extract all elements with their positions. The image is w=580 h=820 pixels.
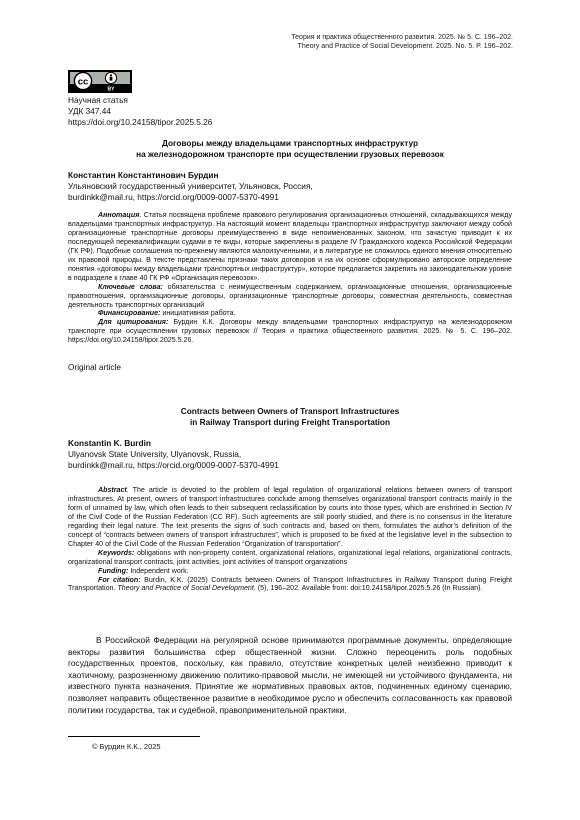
abstract-text-ru: . Статья посвящена проблеме правового регулирования организационных отношений, складывающихся между владельцами транспортных инфраструктур. На настоящий момент владельцы транспортных инфраструктур заключают между собой организационные транспортные договоры преимущественно в виде непоименованных законом, что зачастую приводит к их последующей переквалификации судами в те виды, которые закреплены в разделе IV Гражданского кодекса Российской Федерации (ГК РФ). Подобные соглашения по-прежнему являются малоизученными, и в литературе не сложилось единого мнения относительно их правовой природы. В тексте представлены признаки таких договоров и на их основе сформулировано авторское определение понятия «договоры между владельцами транспортных инфраструктур», которое предлагается закрепить на законодательном уровне в подразделе к главе 40 ГК РФ «Организация перевозок». [68, 211, 512, 282]
contact-en[interactable]: burdinkk@mail.ru, https://orcid.org/0009-0007-5370-4991 [68, 460, 279, 470]
citation-text-ru: Бурдин К.К. Договоры между владельцами транспортных инфраструктур на железнодорожном транспорте при осуществлении грузовых перевозок // Теория и практика общественного развития. 2025. № 5. С. 196–202. https://doi.org/10.24158/tipor.2025.5.26. [68, 318, 513, 345]
article-meta-ru [68, 95, 212, 128]
footnote-divider [68, 736, 200, 737]
by-label: BY [107, 86, 115, 92]
abstract-label-ru: Аннотация [98, 211, 140, 219]
abstract-block-en [68, 486, 512, 593]
title-ru-line1: Договоры между владельцами транспортных инфраструктур [161, 138, 419, 148]
affiliation-ru: Ульяновский государственный университет, Ульяновск, Россия, [68, 181, 313, 191]
article-type-en: Original article [68, 362, 122, 372]
citation-text-en-b: . (5), 196–202. Available from: doi:10.24158/tipor.2025.5.26 (In Russian). [253, 584, 483, 593]
citation-text-en-a: Burdin, K.K. (2025) Contracts between Owners of Transport Infrastructures in Railway Transport during Freight Transportation. [68, 575, 512, 593]
citation-ru [68, 318, 512, 345]
abstract-block-ru [68, 211, 512, 345]
udc-code: УДК 347.44 [68, 106, 112, 116]
author-name-ru: Константин Константинович Бурдин [68, 170, 219, 180]
funding-label-ru: Финансирование: [98, 309, 161, 318]
contact-ru[interactable]: burdinkk@mail.ru, https://orcid.org/0009-0007-5370-4991 [68, 192, 279, 202]
body-text [68, 635, 512, 716]
title-en-line2: in Railway Transport during Freight Transportation [189, 417, 391, 427]
journal-header [291, 33, 513, 51]
keywords-text-en: obligations with non-property content, organizational relations, organizational legal relations, organizational contracts, organizational transport contracts, joint activities, joint activities of transport organizations [68, 548, 512, 566]
funding-ru [68, 309, 512, 318]
citation-en [68, 576, 512, 594]
cc-by-license-badge[interactable] [68, 70, 132, 93]
keywords-label-en: Keywords: [98, 548, 135, 557]
keywords-label-ru: Ключевые слова: [98, 282, 163, 291]
abstract-ru [68, 211, 512, 283]
author-block-en [68, 438, 279, 471]
title-ru-line2: на железнодорожном транспорте при осуществлении грузовых перевозок [136, 149, 444, 159]
funding-en [68, 567, 512, 576]
journal-header-en: Theory and Practice of Social Development. 2025. No. 5. P. 196–202. [297, 43, 513, 50]
title-en [68, 406, 512, 428]
journal-header-ru: Теория и практика общественного развития. 2025. № 5. С. 196–202. [291, 34, 513, 41]
citation-label-en: For citation: [98, 575, 141, 584]
cc-by-icon [69, 71, 131, 92]
keywords-en [68, 549, 512, 567]
doi-link[interactable]: https://doi.org/10.24158/tipor.2025.5.26 [68, 117, 213, 127]
author-block-ru [68, 170, 313, 203]
title-en-line1: Contracts between Owners of Transport Infrastructures [180, 406, 400, 416]
body-paragraph: В Российской Федерации на регулярной основе принимаются программные документы, определяющие векторы развития большинства сфер общественной жизни. Сложно переоценить роль подобных государственных проектов, поскольку, как правило, отсутствие конкретных целей неизбежно приводит к хаотичному, разрозненному движению политико-правовой мысли, не имеющей ни устойчивого фундамента, ни известного пункта назначения. Принятие же нормативных правовых актов, подчиненных единому сценарию, позволяет направить общественное развитие в необходимое русло и обеспечить согласованность как правовой политики государства, так и судебной, правоприменительной практики. [68, 635, 512, 715]
funding-text-ru: инициативная работа. [160, 309, 236, 318]
abstract-label-en: Abstract [98, 486, 127, 494]
abstract-text-en: . The article is devoted to the problem of legal regulation of organizational relations between owners of transport infrastructures. At present, owners of transport infrastructures conclude among themselves organizational transport contracts mainly in the form of unnamed by law, which often leads to their subsequent reclassification by courts into those types, which are enshrined in Section IV of the Civil Code of the Russian Federation (CC RF). Such agreements are still poorly studied, and there is no consensus in the literature regarding their legal nature. The text presents the signs of such contracts and, based on them, formulates the author’s definition of the concept of “contracts between owners of transport infrastructures”, which is proposed to be fixed at the legislative level in the subsection to Chapter 40 of the Civil Code of the Russian Federation “Organization of transportation”. [68, 486, 512, 548]
funding-label-en: Funding: [98, 566, 129, 575]
citation-label-ru: Для цитирования: [98, 318, 169, 327]
title-ru [68, 138, 512, 160]
abstract-en [68, 486, 512, 549]
copyright-footnote: © Бурдин К.К., 2025 [92, 742, 161, 751]
keywords-ru [68, 283, 512, 310]
keywords-text-ru: обязательства с неимущественным содержанием, организационные отношения, организационные правоотношения, организационные договоры, организационные транспортные договоры, совместная деятельность, совместная деятельность транспортных организаций [68, 282, 512, 309]
funding-text-en: Independent work. [128, 566, 189, 575]
article-type-ru: Научная статья [68, 95, 128, 105]
affiliation-en: Ulyanovsk State University, Ulyanovsk, Russia, [68, 449, 242, 459]
author-name-en: Konstantin K. Burdin [68, 438, 151, 448]
cc-glyph: cc [77, 76, 89, 88]
citation-journal-en: Theory and Practice of Social Development [117, 584, 254, 593]
